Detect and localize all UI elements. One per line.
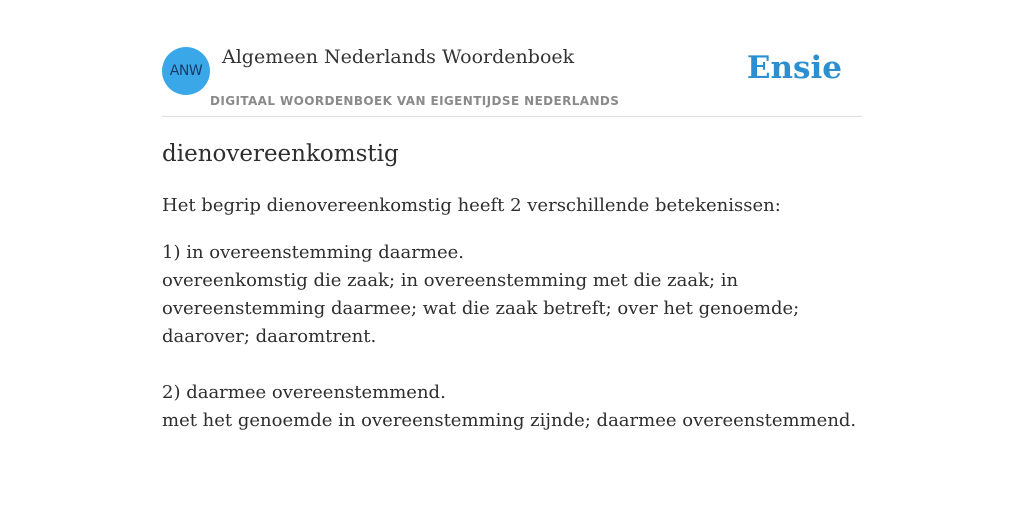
ensie-brand-link[interactable]: Ensie bbox=[746, 50, 842, 86]
anw-logo[interactable] bbox=[162, 47, 210, 95]
meaning-title: 2) daarmee overeenstemmend. bbox=[162, 382, 446, 403]
headword: dienovereenkomstig bbox=[162, 141, 399, 167]
logo-text: ANW bbox=[169, 63, 203, 79]
meaning-definition: overeenkomstig die zaak; in overeenstemming met die zaak; in overeenstemming daarmee; wat die zaak betreft; over het genoemde; daarover; daaromtrent. bbox=[162, 270, 800, 347]
meaning-item bbox=[162, 379, 872, 435]
site-header bbox=[162, 44, 862, 117]
site-subtitle: DIGITAAL WOORDENBOEK VAN EIGENTIJDSE NEDERLANDS bbox=[210, 94, 620, 108]
meaning-title: 1) in overeenstemming daarmee. bbox=[162, 242, 464, 263]
site-title[interactable]: Algemeen Nederlands Woordenboek bbox=[222, 46, 575, 68]
entry-intro: Het begrip dienovereenkomstig heeft 2 verschillende betekenissen: bbox=[162, 195, 781, 216]
entry-content bbox=[162, 138, 872, 435]
meaning-item bbox=[162, 239, 872, 351]
meaning-definition: met het genoemde in overeenstemming zijnde; daarmee overeenstemmend. bbox=[162, 410, 857, 431]
